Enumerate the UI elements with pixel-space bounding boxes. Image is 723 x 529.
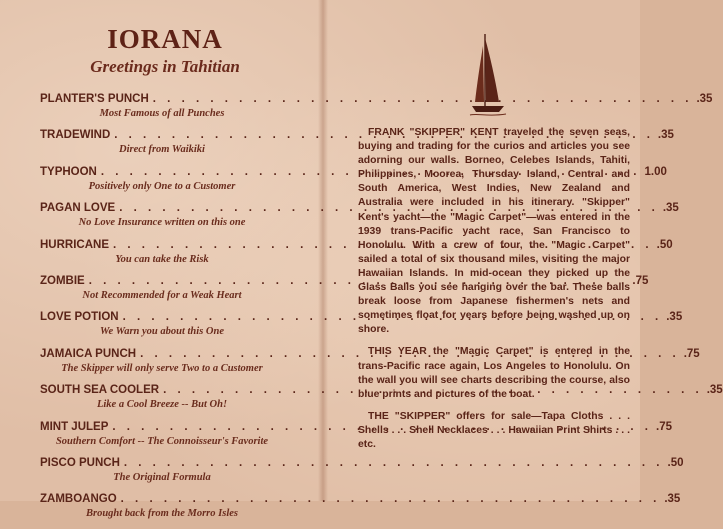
drink-name: HURRICANE — [40, 238, 109, 251]
drink-row — [40, 238, 673, 253]
drink-price: .75 — [683, 347, 700, 360]
drink-description: The Original Formula — [113, 471, 211, 483]
story-paragraph: THE "SKIPPER" offers for sale—Tapa Cloths . . . Shells . . . Shell Necklaces . . . Hawaiian Print Shirts . . . etc. — [358, 410, 630, 450]
story-paragraph: THIS YEAR the "Magic Carpet" is entered in the trans-Pacific race again, Los Angeles to Honolulu. On the wall you will see charts describing the course, also blue prints and pictures of the boat. — [358, 346, 630, 400]
drink-row — [40, 456, 684, 471]
drink-description: Brought back from the Morro Isles — [86, 508, 238, 520]
drink-name: ZAMBOANGO — [40, 493, 117, 506]
drink-price: .35 — [662, 202, 679, 215]
drink-description: Direct from Waikiki — [119, 144, 205, 156]
drink-price: .35 — [696, 93, 713, 105]
sailboat-icon — [468, 32, 508, 120]
drink-row — [40, 165, 667, 180]
drink-item — [40, 201, 679, 237]
drink-name: PLANTER'S PUNCH — [40, 93, 149, 105]
drink-name: JAMAICA PUNCH — [40, 347, 137, 360]
drink-name: SOUTH SEA COOLER — [40, 384, 160, 397]
drink-name: TRADEWIND — [40, 129, 111, 142]
story-page — [326, 0, 640, 501]
drink-row — [40, 128, 674, 143]
drink-description: The Skipper will only serve Two to a Customer — [61, 362, 263, 374]
drink-price: .75 — [656, 420, 673, 433]
drink-row — [40, 201, 679, 216]
drink-row — [40, 420, 673, 435]
drink-name: MINT JULEP — [40, 420, 109, 433]
drink-price: .35 — [657, 129, 674, 142]
drink-description: Southern Comfort -- The Connoisseur's Favorite — [55, 435, 269, 447]
drink-description: No Love Insurance written on this one — [78, 217, 246, 229]
drink-item — [40, 165, 667, 201]
drink-item — [40, 456, 684, 492]
drink-description: You can take the Risk — [115, 253, 209, 265]
drink-name: ZOMBIE — [40, 274, 85, 287]
drink-description: Positively only One to a Customer — [88, 180, 236, 192]
drink-price: .75 — [632, 274, 649, 287]
drink-item — [40, 274, 649, 310]
drink-name: PISCO PUNCH — [40, 456, 120, 469]
drink-row — [40, 310, 683, 325]
drink-name: LOVE POTION — [40, 311, 119, 324]
drink-row — [40, 92, 713, 107]
drink-price: 1.00 — [644, 165, 667, 178]
drink-item — [40, 492, 681, 528]
drink-row — [40, 492, 681, 507]
menu-subtitle: Greetings in Tahitian — [90, 57, 240, 76]
drink-item — [40, 128, 674, 164]
drink-price: .35 — [706, 384, 723, 397]
drink-price: .50 — [656, 238, 673, 251]
drink-description: Not Recommended for a Weak Heart — [82, 289, 242, 301]
drink-price: .35 — [666, 311, 683, 324]
drink-item — [40, 92, 713, 128]
story-paragraph: FRANK "SKIPPER" KENT traveled the seven seas, buying and trading for the curios and articles you see adorning our walls. Borneo, Celebes Islands, Tahiti, Philippines, Moorea, Thursday Island, Central and South America, West Indies, New Zealand and Australia were included in his itinerary. "Skipper" Kent's yacht—the "Magic Carpet"—was entered in the 1939 trans-Pacific yacht race, San Francisco to Honolulu. With a crew of four, the "Magic Carpet" sailed a total of six thousand miles, visiting the major Hawaiian Islands. In mid-ocean they picked up the Glass Balls you see hanging over the bar. These balls break loose from Japanese fishermen's nets and sometimes float for years before being washed up on shore. — [358, 127, 630, 336]
drink-description: We Warn you about this One — [100, 326, 224, 338]
menu-title: IORANA — [107, 24, 223, 54]
drink-price: .50 — [667, 456, 684, 469]
drink-row — [40, 347, 700, 362]
drink-description: Most Famous of all Punches — [99, 108, 225, 119]
drink-item — [40, 383, 723, 419]
drink-name: PAGAN LOVE — [40, 202, 116, 215]
drink-price: .35 — [664, 493, 681, 506]
drink-item — [40, 310, 683, 346]
drink-description: Like a Cool Breeze -- But Oh! — [96, 399, 228, 411]
drink-row — [40, 274, 649, 289]
drink-name: TYPHOON — [40, 165, 97, 178]
drink-item — [40, 238, 673, 274]
drink-row — [40, 383, 723, 398]
story-text — [358, 126, 630, 460]
